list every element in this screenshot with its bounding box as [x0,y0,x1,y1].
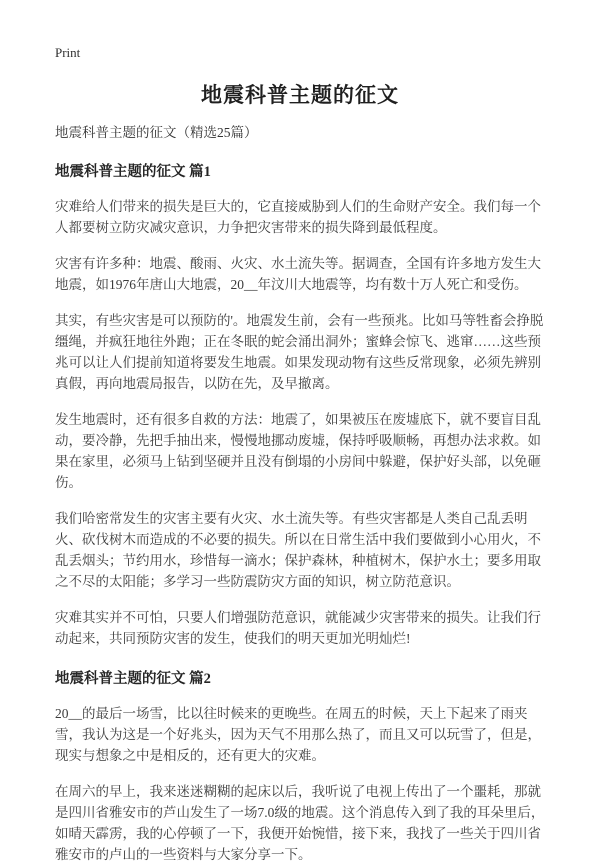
paragraph: 在周六的早上，我来迷迷糊糊的起床以后，我听说了电视上传出了一个噩耗，那就是四川省雅安市的芦山发生了一场7.0级的地震。这个消息传入到了我的耳朵里后，如晴天霹雳，我的心停顿了一下，我便开始惋惜，接下来，我找了一些关于四川省雅安市的卢山的一些资料与大家分享一下。 [55,784,545,862]
section-body [55,703,545,865]
paragraph: 灾难其实并不可怕，只要人们增强防范意识，就能减少灾害带来的损失。让我们行动起来，共同预防灾害的发生，使我们的明天更加光明灿烂! [55,610,541,646]
section-heading: 地震科普主题的征文 篇1 [55,164,211,180]
sections [55,163,545,865]
paragraph: 我们哈密常发生的灾害主要有火灾、水土流失等。有些灾害都是人类自己乱丢明火、砍伐树木而造成的不必要的损失。所以在日常生活中我们要做到小心用火，不乱丢烟头；节约用水，珍惜每一滴水；保护森林，种植树木，保护水土；要多用取之不尽的太阳能；多学习一些防震防灾方面的知识，树立防范意识。 [55,511,541,589]
page-subtitle: 地震科普主题的征文（精选25篇） [55,125,258,140]
paragraph: 灾害有许多种：地震、酸雨、火灾、水土流失等。据调查，全国有许多地方发生大地震，如1976年唐山大地震，20__年汶川大地震等，均有数十万人死亡和受伤。 [55,256,541,292]
page-title: 地震科普主题的征文 [201,83,399,107]
essay-section [55,163,545,649]
section-body [55,196,545,649]
paragraph: 其实，有些灾害是可以预防的'。地震发生前，会有一些预兆。比如马等牲畜会挣脱缰绳，并疯狂地往外跑；正在冬眠的蛇会涌出洞外；蜜蜂会惊飞、逃窜……这些预兆可以让人们提前知道将要发生地震。如果发现动物有这些反常现象，必须先辨别真假，再向地震局报告，以防在先，及早撤离。 [55,313,544,391]
print-link[interactable]: Print [55,45,81,60]
paragraph: 20__的最后一场雪，比以往时候来的更晚些。在周五的时候，天上下起来了雨夹雪，我认为这是一个好兆头，因为天气不用那么热了，而且又可以玩雪了，但是，现实与想象之中是相反的，还有更大的灾难。 [55,706,541,763]
section-heading: 地震科普主题的征文 篇2 [55,671,211,687]
paragraph: 灾难给人们带来的损失是巨大的，它直接威胁到人们的生命财产安全。我们每一个人都要树立防灾减灾意识，力争把灾害带来的损失降到最低程度。 [55,199,541,235]
essay-section [55,670,545,865]
paragraph: 发生地震时，还有很多自救的方法：地震了，如果被压在废墟底下，就不要盲目乱动，要冷静，先把手抽出来，慢慢地挪动废墟，保持呼吸顺畅，再想办法求救。如果在家里，必须马上钻到坚硬并且没有倒塌的小房间中躲避，保护好头部，以免砸伤。 [55,412,541,490]
